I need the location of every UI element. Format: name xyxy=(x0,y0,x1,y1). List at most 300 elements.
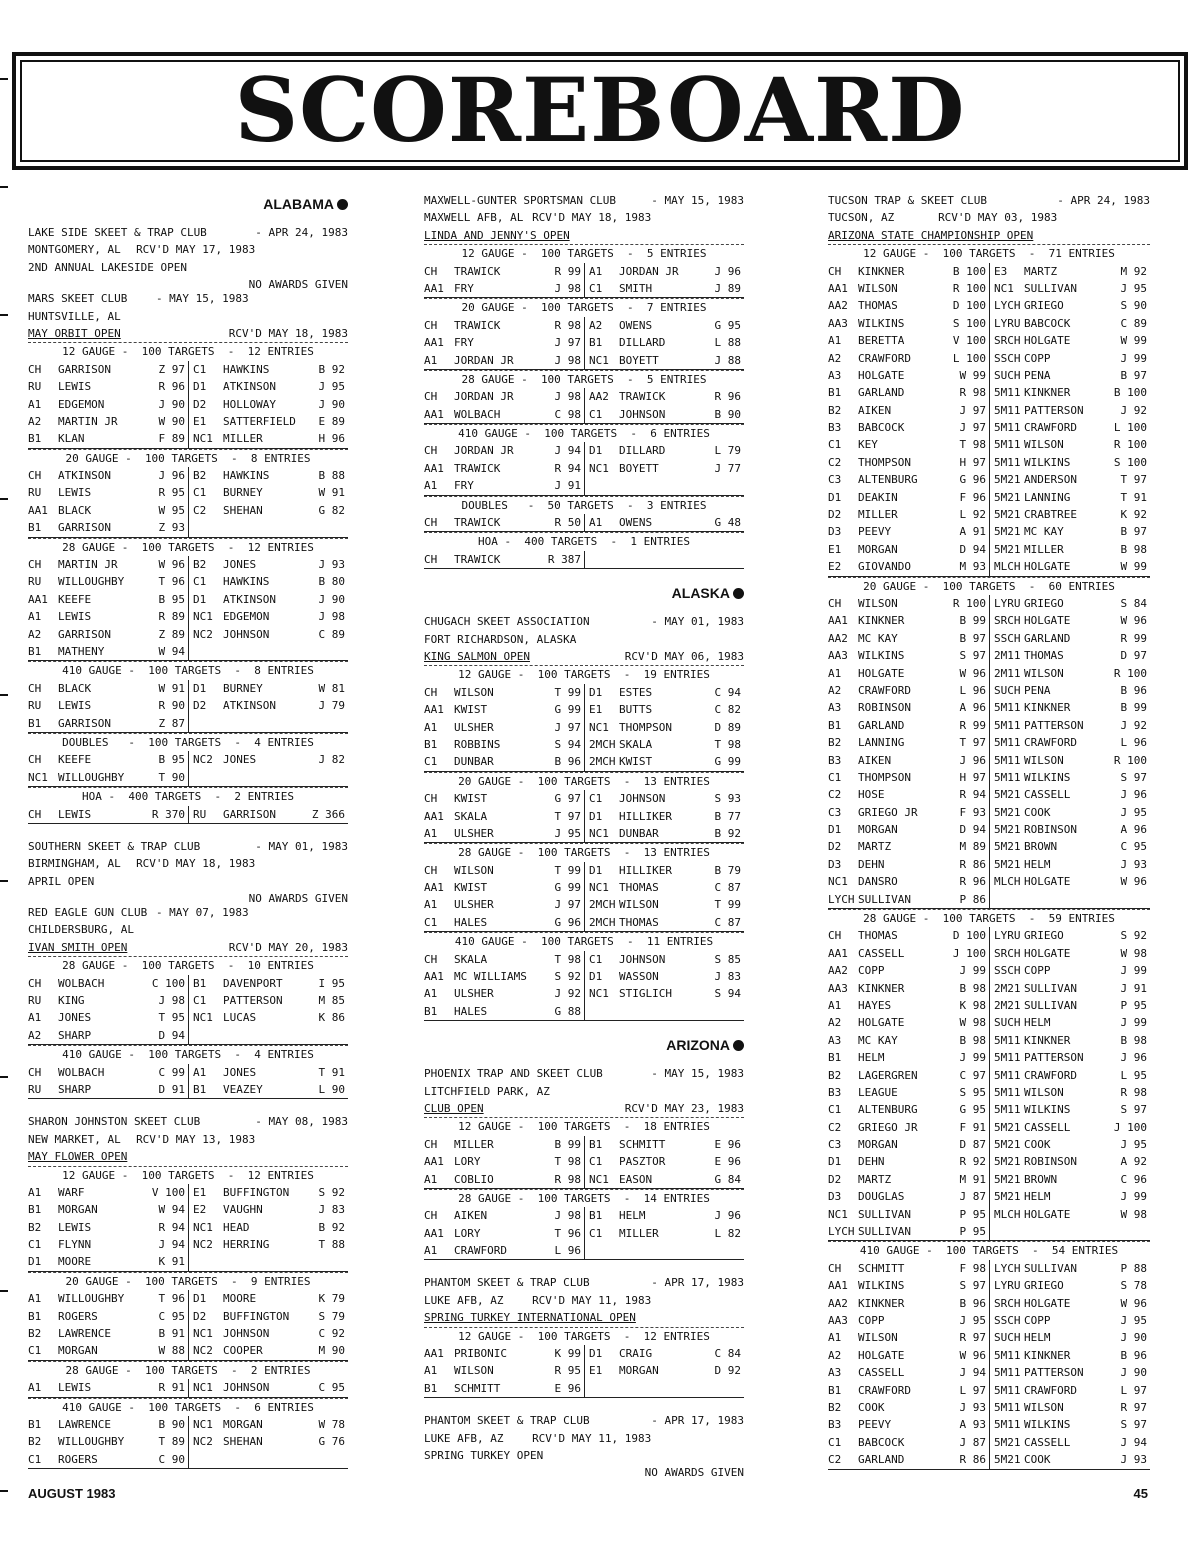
result-entry xyxy=(424,1153,584,1170)
shooter-name: BABCOCK xyxy=(858,1435,905,1449)
score: E 96 xyxy=(714,1155,741,1169)
result-row xyxy=(424,1345,744,1362)
class-code: 5M11 xyxy=(994,736,1021,750)
result-row xyxy=(828,927,1150,944)
result-row xyxy=(828,1014,1150,1031)
result-entry xyxy=(989,506,1150,523)
event-heading: 20 GAUGE - 100 TARGETS - 13 ENTRIES xyxy=(424,772,744,790)
result-row xyxy=(28,1027,348,1045)
class-code: C1 xyxy=(828,770,842,784)
event-heading: 28 GAUGE - 100 TARGETS - 13 ENTRIES xyxy=(424,843,744,861)
class-code: D1 xyxy=(589,444,603,458)
score: R 97 xyxy=(1120,1400,1147,1414)
shooter-name: PEEVY xyxy=(858,525,892,539)
header-left: APRIL OPEN xyxy=(28,874,95,888)
shooter-name: JOHNSON xyxy=(619,792,666,806)
shoot-name xyxy=(28,1148,348,1165)
shooter-name: GARRISON xyxy=(223,807,276,821)
shooter-name: WILSON xyxy=(619,898,659,912)
result-row xyxy=(424,406,744,424)
page-title: SCOREBOARD xyxy=(234,58,966,162)
result-row xyxy=(28,626,348,643)
result-entry xyxy=(584,514,744,531)
result-entry xyxy=(828,1188,989,1205)
score: J 99 xyxy=(1120,1016,1147,1030)
shooter-name: GARRISON xyxy=(58,362,111,376)
class-code: AA1 xyxy=(424,703,444,717)
result-row xyxy=(828,804,1150,821)
class-code: 5M11 xyxy=(994,1348,1021,1362)
shooter-name: SULLIVAN xyxy=(1024,1261,1077,1275)
class-code: B1 xyxy=(28,644,42,658)
result-row xyxy=(828,384,1150,401)
shooter-name: HELM xyxy=(1024,1331,1051,1345)
score: J 95 xyxy=(1120,281,1147,295)
shoot-name xyxy=(424,1309,744,1326)
class-code: NC1 xyxy=(994,281,1014,295)
class-code: A1 xyxy=(424,1244,438,1258)
result-entry xyxy=(28,1009,188,1026)
score: J 99 xyxy=(1120,1190,1147,1204)
result-row xyxy=(828,595,1150,612)
class-code: C3 xyxy=(828,1138,842,1152)
class-code: AA2 xyxy=(828,964,848,978)
class-code: B2 xyxy=(828,1068,842,1082)
result-entry xyxy=(584,1225,744,1242)
score: R 95 xyxy=(554,1364,581,1378)
header-right: - MAY 01, 1983 xyxy=(255,839,348,853)
class-code: NC1 xyxy=(193,1327,213,1341)
result-entry xyxy=(28,715,188,732)
event-heading: 28 GAUGE - 100 TARGETS - 12 ENTRIES xyxy=(28,538,348,556)
score: M 91 xyxy=(959,1172,986,1186)
result-entry xyxy=(989,752,1150,769)
shooter-name: OWENS xyxy=(619,318,653,332)
result-entry xyxy=(989,471,1150,488)
score: M 92 xyxy=(1120,264,1147,278)
result-entry xyxy=(28,1308,188,1325)
event-heading: 12 GAUGE - 100 TARGETS - 5 ENTRIES xyxy=(424,244,744,262)
class-code: AA1 xyxy=(424,1347,444,1361)
class-code: NC1 xyxy=(589,987,609,1001)
result-entry xyxy=(828,962,989,979)
result-row xyxy=(424,1225,744,1242)
score: F 98 xyxy=(959,1261,986,1275)
score: J 96 xyxy=(714,264,741,278)
shooter-name: KINKNER xyxy=(858,264,905,278)
class-code: D1 xyxy=(589,970,603,984)
class-code: CH xyxy=(28,558,42,572)
score: B 99 xyxy=(554,1137,581,1151)
score: C 87 xyxy=(714,881,741,895)
shooter-name: BUFFINGTON xyxy=(223,1185,290,1199)
shooter-name: MORGAN xyxy=(619,1364,659,1378)
shooter-name: VAUGHN xyxy=(223,1203,263,1217)
result-entry xyxy=(28,591,188,608)
score: C 95 xyxy=(1120,840,1147,854)
class-code: A3 xyxy=(828,1366,842,1380)
score: L 96 xyxy=(1120,736,1147,750)
result-entry xyxy=(828,1084,989,1101)
shooter-name: WILKINS xyxy=(1024,455,1071,469)
score: Z 366 xyxy=(311,807,345,821)
class-code: 5M21 xyxy=(994,1190,1021,1204)
class-code: C2 xyxy=(193,503,207,517)
result-entry xyxy=(424,388,584,405)
result-entry xyxy=(584,263,744,280)
shooter-name: GARRISON xyxy=(58,716,111,730)
shooter-name: KEEFE xyxy=(58,753,92,767)
shooter-name: ULSHER xyxy=(454,987,494,1001)
shooter-name: ROGERS xyxy=(58,1452,98,1466)
shooter-name: MORGAN xyxy=(858,1138,898,1152)
shooter-name: COBLIO xyxy=(454,1172,494,1186)
class-code: NC1 xyxy=(193,1011,213,1025)
shooter-name: KLAN xyxy=(58,432,85,446)
score: S 97 xyxy=(959,649,986,663)
shooter-name: KWIST xyxy=(619,755,653,769)
shooter-name: COOK xyxy=(1024,805,1051,819)
result-entry xyxy=(989,891,1150,908)
score: F 96 xyxy=(959,490,986,504)
class-code: D2 xyxy=(193,397,207,411)
result-row xyxy=(828,350,1150,367)
shooter-name: PRIBONIC xyxy=(454,1347,507,1361)
score: S 97 xyxy=(1120,1103,1147,1117)
result-entry xyxy=(424,879,584,896)
result-entry xyxy=(188,467,348,484)
result-row xyxy=(28,467,348,484)
score: C 96 xyxy=(1120,1172,1147,1186)
score: J 93 xyxy=(318,558,345,572)
margin-tick xyxy=(0,314,8,316)
event-heading: 12 GAUGE - 100 TARGETS - 18 ENTRIES xyxy=(424,1117,744,1135)
header-left: MONTGOMERY, AL xyxy=(28,243,121,257)
result-entry xyxy=(424,1242,584,1259)
result-entry xyxy=(989,1382,1150,1399)
shooter-name: WILKINS xyxy=(858,1279,905,1293)
shooter-name: HILLIKER xyxy=(619,809,672,823)
class-code: RU xyxy=(28,1082,42,1096)
class-code: B1 xyxy=(589,1137,603,1151)
event-heading: HOA - 400 TARGETS - 2 ENTRIES xyxy=(28,787,348,805)
bullet-icon xyxy=(733,588,744,599)
class-code: SRCH xyxy=(994,946,1021,960)
result-entry xyxy=(989,821,1150,838)
score: R 91 xyxy=(158,1381,185,1395)
class-code: NC1 xyxy=(193,1381,213,1395)
result-entry xyxy=(828,280,989,297)
result-entry xyxy=(28,1184,188,1201)
score: G 48 xyxy=(714,516,741,530)
score: W 91 xyxy=(158,681,185,695)
class-code: C1 xyxy=(589,792,603,806)
class-code: A2 xyxy=(828,683,842,697)
score: J 93 xyxy=(1120,857,1147,871)
margin-tick xyxy=(0,694,8,696)
result-row xyxy=(828,1153,1150,1170)
result-entry xyxy=(28,680,188,697)
result-entry xyxy=(188,591,348,608)
shooter-name: GIOVANDO xyxy=(858,560,911,574)
shooter-name: LEWIS xyxy=(58,699,92,713)
score: R 94 xyxy=(959,788,986,802)
shooter-name: CRABTREE xyxy=(1024,508,1077,522)
class-code: 5M11 xyxy=(994,1103,1021,1117)
score: J 87 xyxy=(959,1190,986,1204)
class-code: SSCH xyxy=(994,631,1021,645)
shooter-name: EASON xyxy=(619,1172,653,1186)
result-entry xyxy=(989,1347,1150,1364)
result-row xyxy=(424,825,744,843)
header-left: CHILDERSBURG, AL xyxy=(28,923,134,937)
event-heading: 20 GAUGE - 100 TARGETS - 7 ENTRIES xyxy=(424,298,744,316)
score: S 92 xyxy=(318,1185,345,1199)
result-entry xyxy=(584,968,744,985)
class-code: 2M11 xyxy=(994,666,1021,680)
result-entry xyxy=(989,612,1150,629)
class-code: 2M21 xyxy=(994,998,1021,1012)
result-entry xyxy=(28,1236,188,1253)
shooter-name: HOLGATE xyxy=(858,666,905,680)
shooter-name: JOHNSON xyxy=(619,407,666,421)
shooter-name: LEWIS xyxy=(58,1220,92,1234)
result-entry xyxy=(28,1290,188,1307)
event-heading: 28 GAUGE - 100 TARGETS - 14 ENTRIES xyxy=(424,1189,744,1207)
club-block xyxy=(28,838,348,906)
score: W 96 xyxy=(1120,1296,1147,1310)
result-entry xyxy=(828,1101,989,1118)
result-entry xyxy=(424,442,584,459)
result-entry xyxy=(584,1136,744,1153)
result-entry xyxy=(828,506,989,523)
shooter-name: LORY xyxy=(454,1226,481,1240)
score: M 89 xyxy=(959,840,986,854)
class-code: AA1 xyxy=(828,1279,848,1293)
score: F 91 xyxy=(959,1120,986,1134)
header-left: NEW MARKET, AL xyxy=(28,1132,121,1146)
score: W 99 xyxy=(959,368,986,382)
margin-tick xyxy=(0,1076,8,1078)
result-row xyxy=(828,471,1150,488)
score: W 91 xyxy=(318,486,345,500)
result-entry xyxy=(989,1260,1150,1277)
score: T 98 xyxy=(554,952,581,966)
shooter-name: KINKNER xyxy=(1024,1033,1071,1047)
result-entry xyxy=(584,1207,744,1224)
result-entry xyxy=(828,1032,989,1049)
class-code: 5M11 xyxy=(994,1051,1021,1065)
result-row xyxy=(828,665,1150,682)
score: L 90 xyxy=(318,1082,345,1096)
score: R 86 xyxy=(959,1453,986,1467)
shooter-name: SMITH xyxy=(619,281,653,295)
class-code: 5M11 xyxy=(994,770,1021,784)
result-row xyxy=(828,1382,1150,1399)
shooter-name: TRAWICK xyxy=(619,390,666,404)
result-entry xyxy=(828,873,989,890)
class-code: 5M11 xyxy=(994,1383,1021,1397)
score: J 95 xyxy=(318,380,345,394)
class-code: CH xyxy=(28,976,42,990)
class-code: D2 xyxy=(193,699,207,713)
result-entry xyxy=(424,1345,584,1362)
class-code: SUCH xyxy=(994,683,1021,697)
shooter-name: COOPER xyxy=(223,1344,263,1358)
result-row xyxy=(828,1277,1150,1294)
result-entry xyxy=(828,263,989,280)
result-row xyxy=(28,556,348,573)
shooter-name: ROBBINS xyxy=(454,737,501,751)
class-code: B2 xyxy=(828,736,842,750)
result-entry xyxy=(188,1064,348,1081)
result-entry xyxy=(989,804,1150,821)
class-code: C1 xyxy=(424,915,438,929)
state-heading xyxy=(424,583,744,603)
shooter-name: ANDERSON xyxy=(1024,473,1077,487)
class-code: NC2 xyxy=(193,753,213,767)
result-row xyxy=(828,752,1150,769)
class-code: RU xyxy=(28,994,42,1008)
result-entry xyxy=(424,1136,584,1153)
class-code: C1 xyxy=(193,575,207,589)
score: J 99 xyxy=(959,1051,986,1065)
score: C 100 xyxy=(151,976,185,990)
shooter-name: DEAKIN xyxy=(858,490,898,504)
score: S 79 xyxy=(318,1309,345,1323)
class-code: A1 xyxy=(28,397,42,411)
shooter-name: WILSON xyxy=(454,1364,494,1378)
shooter-name: BABCOCK xyxy=(1024,316,1071,330)
class-code: A2 xyxy=(828,1348,842,1362)
shooter-name: KWIST xyxy=(454,703,488,717)
result-row xyxy=(828,1206,1150,1223)
result-entry xyxy=(424,406,584,423)
shooter-name: ULSHER xyxy=(454,720,494,734)
result-entry xyxy=(989,1119,1150,1136)
score: T 91 xyxy=(1120,490,1147,504)
result-row xyxy=(424,551,744,569)
shooter-name: PATTERSON xyxy=(1024,1366,1084,1380)
score: W 96 xyxy=(959,1348,986,1362)
score: R 86 xyxy=(959,857,986,871)
score: J 87 xyxy=(959,1435,986,1449)
shoot-title: LINDA AND JENNY'S OPEN xyxy=(424,228,570,242)
class-code: NC1 xyxy=(193,610,213,624)
result-row xyxy=(424,460,744,477)
score: S 97 xyxy=(1120,770,1147,784)
result-row xyxy=(828,541,1150,558)
class-code: B1 xyxy=(28,1418,42,1431)
class-code: B3 xyxy=(828,753,842,767)
result-entry xyxy=(28,608,188,625)
class-code: D3 xyxy=(828,857,842,871)
result-entry xyxy=(28,1219,188,1236)
header-left: TUCSON, AZ xyxy=(828,211,895,225)
result-entry xyxy=(188,502,348,519)
class-code: D1 xyxy=(28,1255,42,1269)
result-entry xyxy=(828,717,989,734)
result-entry xyxy=(989,1223,1150,1240)
result-entry xyxy=(188,769,348,786)
shooter-name: BURNEY xyxy=(223,486,263,500)
result-row xyxy=(828,1136,1150,1153)
result-row xyxy=(828,523,1150,540)
class-code: B1 xyxy=(424,1004,438,1018)
class-code: CH xyxy=(28,681,42,695)
result-entry xyxy=(188,1416,348,1433)
result-entry xyxy=(989,454,1150,471)
class-code: AA1 xyxy=(28,503,48,517)
result-entry xyxy=(989,1067,1150,1084)
result-entry xyxy=(188,751,348,768)
shooter-name: LEWIS xyxy=(58,380,92,394)
shooter-name: WILLOUGHBY xyxy=(58,1435,125,1449)
result-entry xyxy=(424,1225,584,1242)
shooter-name: ROBINSON xyxy=(1024,823,1077,837)
shooter-name: TRAWICK xyxy=(454,552,501,566)
score: C 89 xyxy=(1120,316,1147,330)
score: B 91 xyxy=(158,1327,185,1341)
result-entry xyxy=(828,980,989,997)
shooter-name: ATKINSON xyxy=(223,592,276,606)
result-entry xyxy=(188,1433,348,1450)
score: C 97 xyxy=(959,1068,986,1082)
result-entry xyxy=(828,1382,989,1399)
score: G 99 xyxy=(714,755,741,769)
class-code: C2 xyxy=(828,1453,842,1467)
result-entry xyxy=(989,350,1150,367)
score: R 98 xyxy=(959,386,986,400)
shooter-name: TRAWICK xyxy=(454,264,501,278)
shooter-name: COPP xyxy=(1024,351,1051,365)
shooter-name: ROGERS xyxy=(58,1309,98,1323)
header-right: - MAY 08, 1983 xyxy=(255,1115,348,1129)
result-entry xyxy=(424,1380,584,1397)
score: S 94 xyxy=(714,987,741,1001)
result-row xyxy=(828,1101,1150,1118)
class-code: CH xyxy=(28,753,42,767)
score: B 97 xyxy=(1120,368,1147,382)
club-header-line xyxy=(28,855,348,872)
shooter-name: GRIEGO xyxy=(1024,1279,1064,1293)
shooter-name: ESTES xyxy=(619,685,653,699)
class-code: LYCH xyxy=(994,299,1021,313)
result-row xyxy=(28,1416,348,1433)
result-entry xyxy=(584,551,744,568)
shooter-name: LEWIS xyxy=(58,1381,92,1395)
result-entry xyxy=(424,736,584,753)
shooter-name: WILSON xyxy=(1024,1085,1064,1099)
class-code: AA1 xyxy=(424,970,444,984)
score: R 92 xyxy=(959,1155,986,1169)
score: W 98 xyxy=(1120,946,1147,960)
state-name: ALABAMA xyxy=(263,196,334,212)
class-code: A1 xyxy=(828,998,842,1012)
result-row xyxy=(28,751,348,768)
result-entry xyxy=(188,361,348,378)
class-code: B3 xyxy=(828,421,842,435)
shooter-name: ULSHER xyxy=(454,826,494,840)
shoot-title: IVAN SMITH OPEN xyxy=(28,940,128,954)
result-entry xyxy=(188,1081,348,1098)
result-entry xyxy=(188,1219,348,1236)
header-right: RCV'D MAY 18, 1983 xyxy=(136,857,256,871)
shooter-name: KING xyxy=(58,994,85,1008)
score: S 94 xyxy=(554,737,581,751)
result-entry xyxy=(828,1136,989,1153)
result-row xyxy=(828,367,1150,384)
